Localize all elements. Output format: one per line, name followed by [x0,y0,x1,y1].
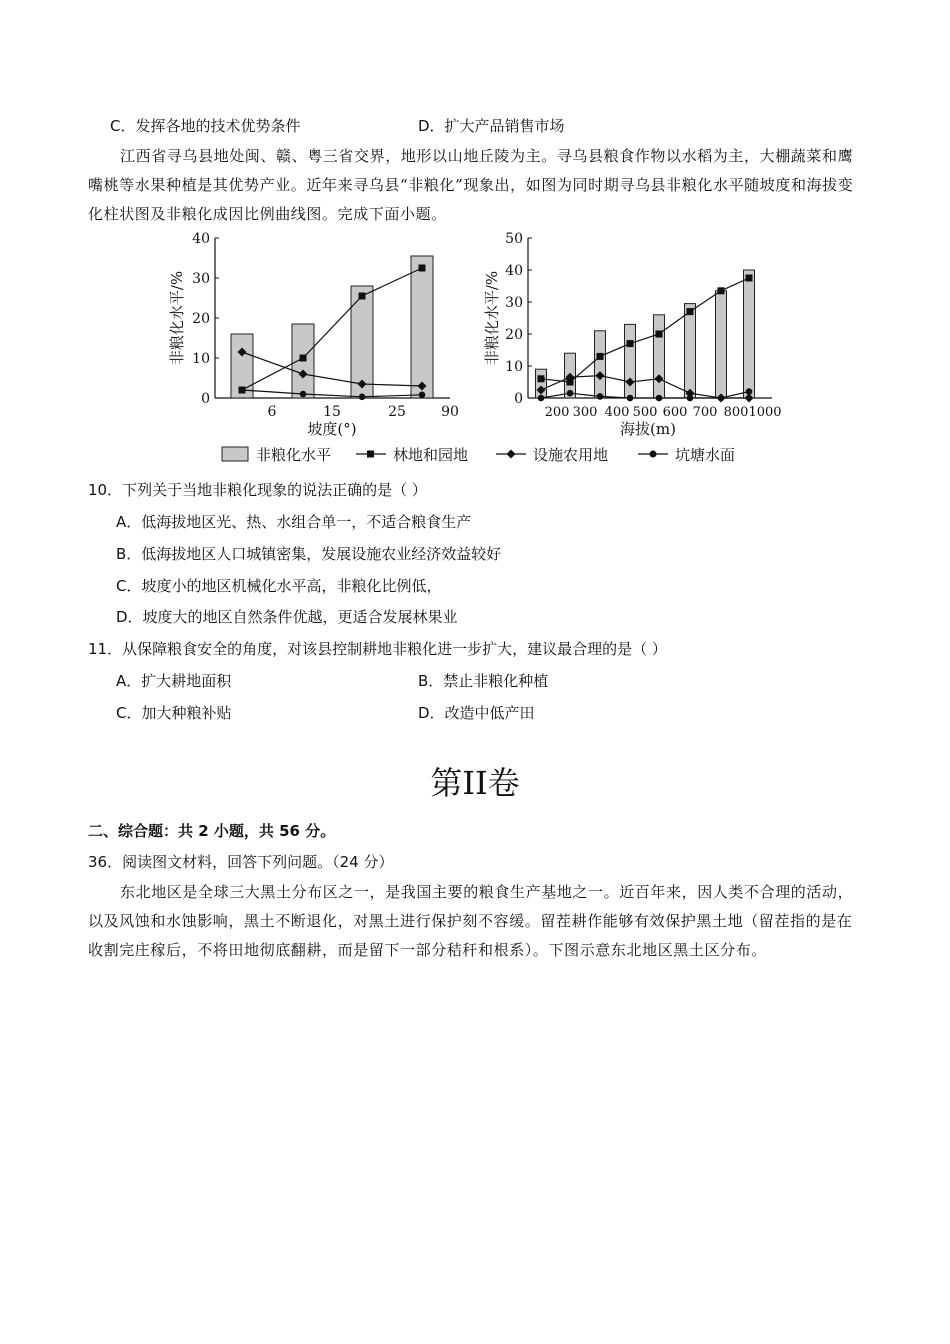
q11-option-b: B．禁止非粮化种植 [418,672,549,690]
x-tick-label: 25 [388,404,406,420]
x-tick-label: 1000 [748,405,782,420]
data-point-forest [359,293,366,300]
data-point-forest [687,308,694,315]
bar [685,304,696,398]
section-heading: 二、综合题：共 2 小题，共 56 分。 [88,822,336,840]
x-tick-label: 15 [323,404,341,420]
data-point-pond [538,395,545,402]
x-tick-label: 700 [692,405,718,420]
bar [625,324,636,398]
bar [595,331,606,398]
charts-figure [160,228,800,470]
y-tick-label: 50 [505,231,523,247]
q36-paragraph: 东北地区是全球三大黑土分布区之一，是我国主要的粮食生产基地之一。近百年来，因人类不合理的活动，以及风蚀和水蚀影响，黑土不断退化，对黑土进行保护刻不容缓。留茬耕作能够有效保护黑土地（留茬指的是在收割完庄稼后，不将田地彻底翻耕，而是留下一部分秸秆和根系）。下图示意东北地区黑土区分布。 [88,883,854,959]
altitude-chart [483,231,782,438]
data-point-pond [300,391,307,398]
q10-stem: 10．下列关于当地非粮化现象的说法正确的是（ ） [88,481,427,499]
data-point-pond [746,388,753,395]
q11-option-a: A．扩大耕地面积 [116,672,232,690]
data-point-forest [656,331,663,338]
x-tick-label: 200 [544,405,570,420]
bar [654,315,665,398]
y-tick-label: 40 [192,231,210,247]
data-point-pond [359,394,366,401]
data-point-pond [718,395,725,402]
legend-bar-swatch [222,447,248,461]
data-point-pond [627,395,634,402]
slope-chart [168,231,459,438]
y-tick-label: 10 [192,351,210,367]
q36-stem: 36．阅读图文材料，回答下列问题。（24 分） [88,853,394,871]
q11-option-d: D．改造中低产田 [418,704,535,722]
series-line [242,268,422,390]
x-tick-label: 6 [267,404,277,420]
legend-forest-marker [367,451,374,458]
data-point-pond [656,395,663,402]
x-tick-label: 300 [572,405,598,420]
data-point-pond [419,392,426,399]
data-point-forest [718,287,725,294]
option-d-top: D．扩大产品销售市场 [418,117,565,135]
q10-option-c: C．坡度小的地区机械化水平高，非粮化比例低， [116,577,442,595]
x-axis-label: 坡度(°) [307,420,357,438]
data-point-forest [627,340,634,347]
q10-option-a: A．低海拔地区光、热、水组合单一，不适合粮食生产 [116,513,472,531]
intro-paragraph: 江西省寻乌县地处闽、赣、粤三省交界，地形以山地丘陵为主。寻乌县粮食作物以水稻为主，大棚蔬菜和鹰嘴桃等水果种植是其优势产业。近年来寻乌县“非粮化”现象出，如图为同时期寻乌县非粮化水平随坡度和海拔变化柱状图及非粮化成因比例曲线图。完成下面小题。 [88,147,854,223]
y-tick-label: 20 [505,327,523,343]
y-tick-label: 30 [505,295,523,311]
data-point-pond [687,395,694,402]
data-point-forest [419,265,426,272]
y-tick-label: 0 [514,391,523,407]
y-axis-label: 非粮化水平/% [483,270,501,366]
legend-facility-label: 设施农用地 [533,446,609,464]
legend-forest-label: 林地和园地 [393,446,469,464]
volume-title: 第II卷 [430,764,520,802]
y-tick-label: 10 [505,359,523,375]
x-tick-label: 400 [604,405,630,420]
y-axis-label: 非粮化水平/% [168,270,186,366]
data-point-forest [300,355,307,362]
legend-facility-marker [507,450,516,459]
q11-stem: 11．从保障粮食安全的角度，对该县控制耕地非粮化进一步扩大，建议最合理的是（ ） [88,640,667,658]
y-tick-label: 20 [192,311,210,327]
series-line [242,390,422,397]
legend-bar-label: 非粮化水平 [256,446,332,464]
x-tick-label: 90 [441,404,459,420]
y-tick-label: 0 [201,391,210,407]
data-point-forest [538,375,545,382]
bar [744,270,755,398]
x-tick-label: 600 [662,405,688,420]
series-line [242,352,422,386]
bar [716,291,727,398]
legend-pond-label: 坑塘水面 [675,446,736,464]
legend-pond-marker [650,451,657,458]
data-point-pond [239,387,246,394]
bar [411,256,433,398]
option-c-top: C．发挥各地的技术优势条件 [110,117,301,135]
y-tick-label: 40 [505,263,523,279]
data-point-forest [746,275,753,282]
y-tick-label: 30 [192,271,210,287]
chart-legend [222,446,735,464]
data-point-pond [567,390,574,397]
data-point-pond [597,393,604,400]
data-point-forest [597,353,604,360]
q11-option-c: C．加大种粮补贴 [116,704,232,722]
x-tick-label: 800 [723,405,749,420]
q10-option-b: B．低海拔地区人口城镇密集，发展设施农业经济效益较好 [116,545,502,563]
x-axis-label: 海拔(m) [620,420,676,438]
q10-option-d: D．坡度大的地区自然条件优越，更适合发展林果业 [116,608,458,626]
x-tick-label: 500 [632,405,658,420]
